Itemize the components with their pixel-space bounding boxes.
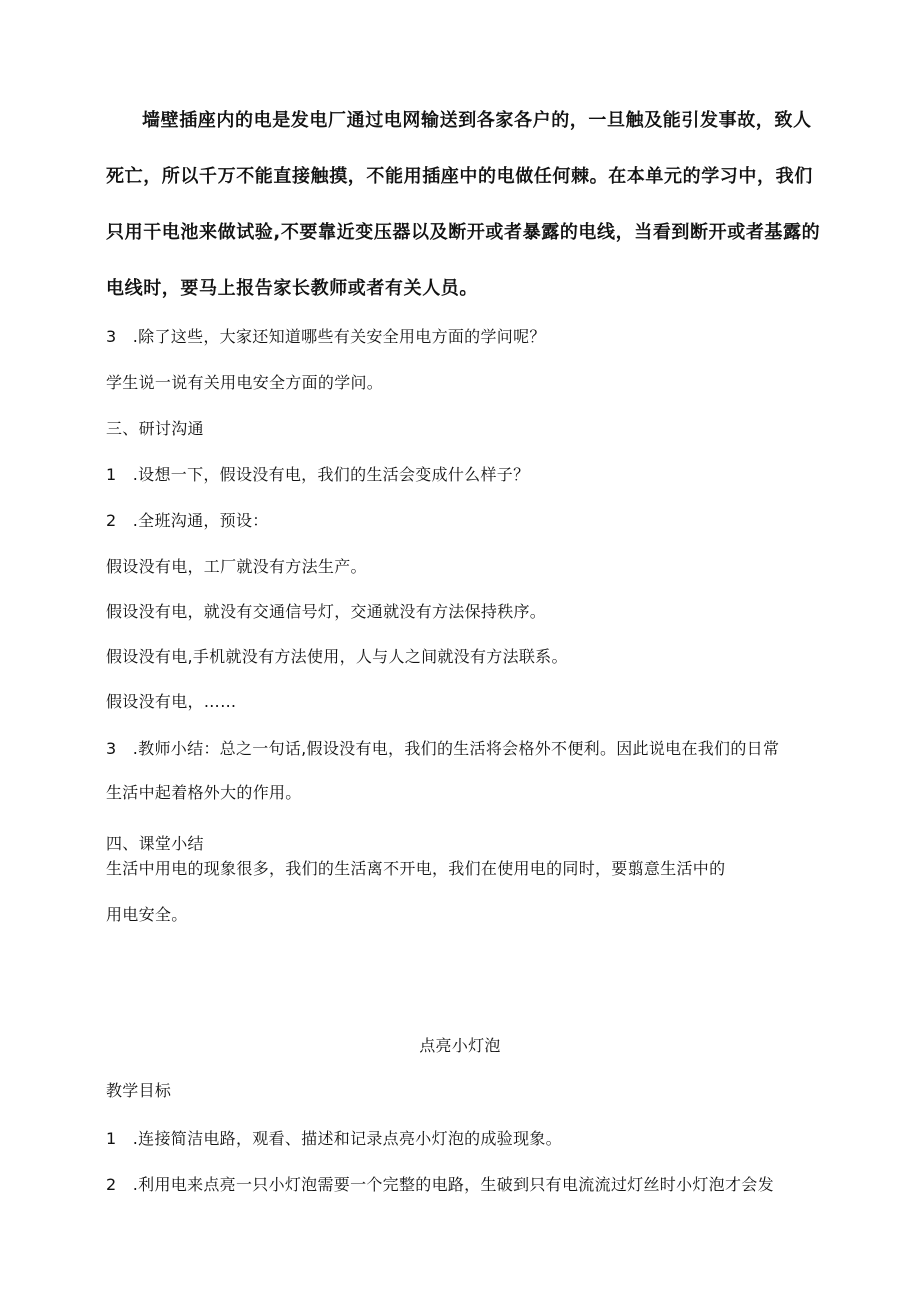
student-say: 学生说一说有关用电安全方面的学问。 bbox=[106, 373, 384, 392]
assume-line-2: 假设没有电，就没有交通信号灯，交通就没有方法保持秩序。 bbox=[106, 602, 547, 621]
objective-2: 2 .利用电来点亮一只小灯泡需要一个完整的电路，生破到只有电流流过灯丝时小灯泡才会发 bbox=[106, 1175, 774, 1194]
section-4-title: 四、课堂小结 bbox=[106, 834, 204, 853]
section-3-item-1: 1 .设想一下，假设没有电，我们的生活会变成什么样子？ bbox=[106, 465, 530, 484]
assume-line-1: 假设没有电，工厂就没有方法生产。 bbox=[106, 557, 367, 576]
section-3-item-2: 2 .全班沟通，预设： bbox=[106, 511, 269, 530]
section-3-item-3-line-1: 3 .教师小结：总之一句话,假设没有电，我们的生活将会格外不便利。因此说电在我们的日常 bbox=[106, 739, 780, 758]
summary-line-2: 用电安全。 bbox=[106, 905, 188, 924]
assume-line-4: 假设没有电，…… bbox=[106, 692, 237, 711]
section-3-title: 三、研讨沟通 bbox=[106, 419, 204, 438]
paragraph-line-3: 只用干电池来做试验,不要靠近变压器以及断开或者暴露的电线，当看到断开或者基露的 bbox=[106, 222, 821, 243]
paragraph-line-1: 墙壁插座内的电是发电厂通过电网输送到各家各户的，一旦触及能引发事故，致人 bbox=[142, 110, 812, 131]
assume-line-3: 假设没有电,手机就没有方法使用，人与人之间就没有方法联系。 bbox=[106, 647, 568, 666]
summary-line-1: 生活中用电的现象很多，我们的生活离不开电，我们在使用电的同时，要翦意生活中的 bbox=[106, 859, 726, 878]
objectives-title: 教学目标 bbox=[106, 1081, 172, 1100]
item-3-question: 3 .除了这些，大家还知道哪些有关安全用电方面的学问呢？ bbox=[106, 327, 546, 346]
section-3-item-3-line-2: 生活中起着格外大的作用。 bbox=[106, 783, 302, 802]
paragraph-line-4: 电线时，要马上报告家长教师或者有关人员。 bbox=[106, 278, 478, 299]
objective-1: 1 .连接简洁电路，观看、描述和记录点亮小灯泡的成验现象。 bbox=[106, 1129, 562, 1148]
paragraph-line-2: 死亡，所以千万不能直接触摸，不能用插座中的电做任何棘。在本单元的学习中，我们 bbox=[106, 166, 813, 187]
lesson-title: 点亮小灯泡 bbox=[419, 1036, 501, 1055]
